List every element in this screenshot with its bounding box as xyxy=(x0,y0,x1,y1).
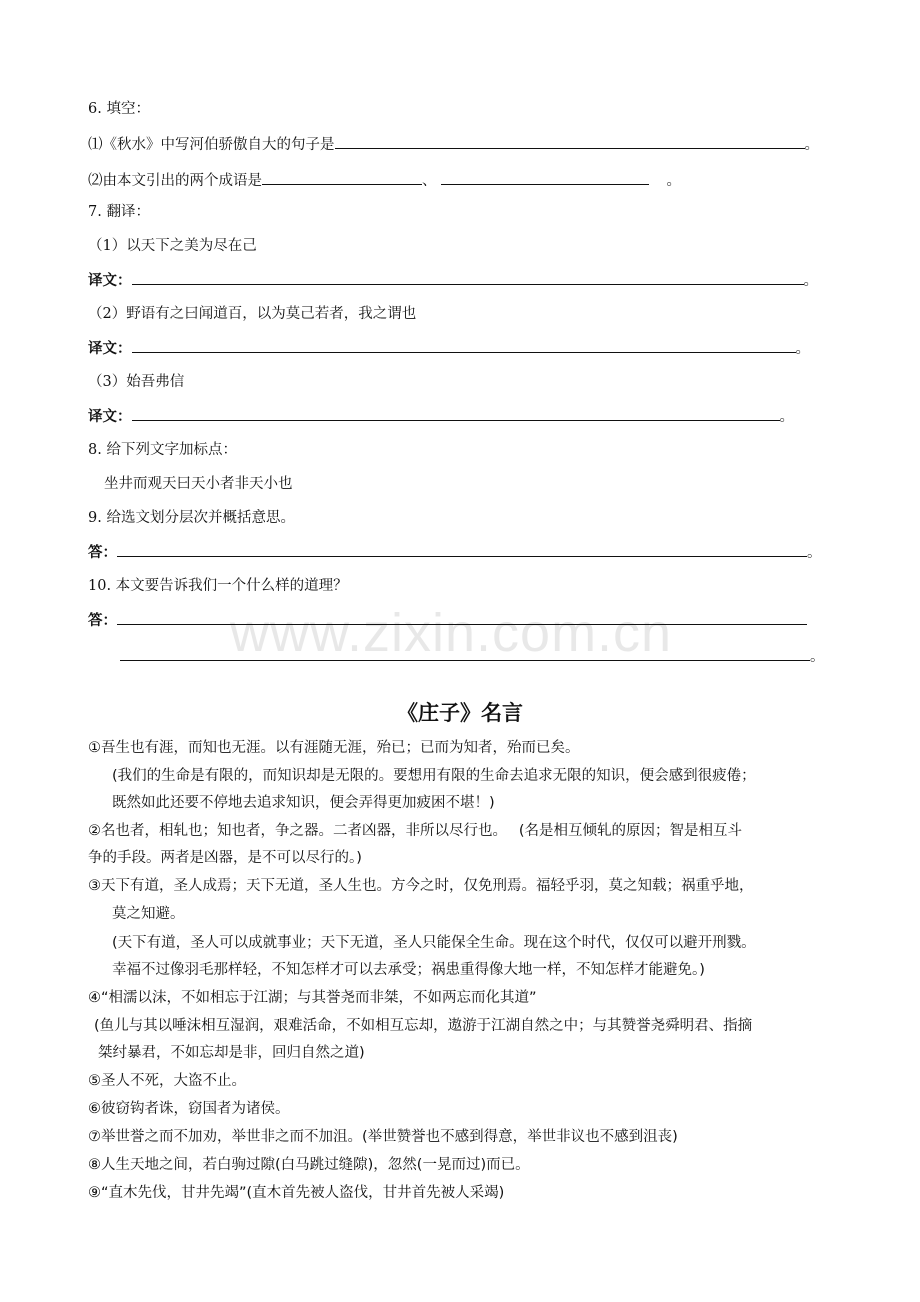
quote-6: ⑥彼窃钩者诛，窃国者为诸侯。 xyxy=(88,1101,290,1117)
q6-sub2-text: ⑵由本文引出的两个成语是 xyxy=(88,173,262,189)
watermark: www.zixin.com.cn xyxy=(230,603,673,663)
q7-item-1: （1）以天下之美为尽在己 xyxy=(88,238,257,254)
q6-heading: 6. 填空： xyxy=(88,101,150,117)
quote-3-line-2: 莫之知避。 xyxy=(112,906,185,922)
q10-answer-blank-1[interactable] xyxy=(117,610,807,625)
q10-answer-label: 答： xyxy=(88,613,117,629)
quote-1-line-3: 既然如此还要不停地去追求知识，便会弄得更加疲困不堪！) xyxy=(112,795,495,811)
q7-item-3: （3）始吾弗信 xyxy=(88,374,185,390)
quote-4-line-1: ④“相濡以沫，不如相忘于江湖；与其誉尧而非桀，不如两忘而化其道” xyxy=(88,990,537,1006)
quote-2-line-2: 争的手段。两者是凶器，是不可以尽行的。) xyxy=(88,850,362,866)
q9-answer-blank[interactable] xyxy=(117,542,807,557)
q9-heading: 9. 给选文划分层次并概括意思。 xyxy=(88,510,295,526)
q6-sub1-end: 。 xyxy=(804,137,819,153)
quote-1-line-1: ①吾生也有涯，而知也无涯。以有涯随无涯，殆已；已而为知者，殆而已矣。 xyxy=(88,740,580,756)
q8-text: 坐井而观天曰天小者非天小也 xyxy=(104,476,293,492)
quote-4-line-2: (鱼儿与其以唾沫相互湿润，艰难活命，不如相互忘却，遨游于江湖自然之中；与其赞誉尧舜明君、指摘 xyxy=(94,1018,753,1034)
quote-8: ⑧人生天地之间，若白驹过隙(白马跳过缝隙)，忽然(一晃而过)而已。 xyxy=(88,1157,530,1173)
quote-4-line-3: 桀纣暴君，不如忘却是非，回归自然之道) xyxy=(98,1045,365,1061)
q7-answer-3-label: 译文： xyxy=(88,409,132,425)
section-title: 《庄子》名言 xyxy=(397,701,523,725)
q7-item-2: （2）野语有之曰闻道百，以为莫己若者，我之谓也 xyxy=(88,306,417,322)
q7-answer-1-end: 。 xyxy=(803,273,818,289)
quote-7: ⑦举世誉之而不加劝，举世非之而不加沮。(举世赞誉也不感到得意，举世非议也不感到沮丧) xyxy=(88,1129,678,1145)
q7-answer-2 xyxy=(88,338,810,359)
q7-answer-1 xyxy=(88,270,818,291)
q10-answer-line-2 xyxy=(120,646,825,667)
q10-heading: 10. 本文要告诉我们一个什么样的道理？ xyxy=(88,578,348,594)
q7-heading: 7. 翻译： xyxy=(88,204,150,220)
quote-2-line-1: ②名也者，相轧也；知也者，争之器。二者凶器，非所以尽行也。 (名是相互倾轧的原因；智是相互斗 xyxy=(88,823,743,839)
q8-heading: 8. 给下列文字加标点： xyxy=(88,442,237,458)
quote-1-line-2: (我们的生命是有限的，而知识却是无限的。要想用有限的生命去追求无限的知识，便会感到很疲倦； xyxy=(112,768,756,784)
quote-9: ⑨“直木先伐，甘井先竭”(直木首先被人盗伐，甘井首先被人采竭) xyxy=(88,1185,505,1201)
quote-3-line-1: ③天下有道，圣人成焉；天下无道，圣人生也。方今之时，仅免刑焉。福轻乎羽，莫之知载；祸重乎地， xyxy=(88,878,754,894)
q6-sub2-sep: 、 xyxy=(422,173,437,189)
quote-3-line-3: (天下有道，圣人可以成就事业；天下无道，圣人只能保全生命。现在这个时代，仅仅可以避开刑戮。 xyxy=(112,935,756,951)
q7-answer-2-end: 。 xyxy=(795,341,810,357)
q7-answer-2-label: 译文： xyxy=(88,341,132,357)
q10-answer-blank-2[interactable] xyxy=(120,646,810,661)
q9-answer-end: 。 xyxy=(807,545,822,561)
q7-answer-3-blank[interactable] xyxy=(132,406,780,421)
q7-answer-2-blank[interactable] xyxy=(132,338,796,353)
q9-answer-label: 答： xyxy=(88,545,117,561)
q7-answer-1-blank[interactable] xyxy=(132,270,804,285)
q9-answer xyxy=(88,542,822,563)
q6-sub2 xyxy=(88,170,681,191)
q6-sub1-blank[interactable] xyxy=(335,134,805,149)
q7-answer-3-end: 。 xyxy=(779,409,794,425)
q6-sub2-blank-1[interactable] xyxy=(262,170,422,185)
q6-sub1 xyxy=(88,134,819,155)
q7-answer-1-label: 译文： xyxy=(88,273,132,289)
q6-sub1-text: ⑴《秋水》中写河伯骄傲自大的句子是 xyxy=(88,137,335,153)
q7-answer-3 xyxy=(88,406,794,427)
quote-5: ⑤圣人不死，大盗不止。 xyxy=(88,1073,246,1089)
q10-answer-end: 。 xyxy=(810,649,825,665)
q6-sub2-end: 。 xyxy=(666,173,681,189)
q6-sub2-blank-2[interactable] xyxy=(441,170,649,185)
quote-3-line-4: 幸福不过像羽毛那样轻，不知怎样才可以去承受；祸患重得像大地一样，不知怎样才能避免。) xyxy=(112,962,705,978)
q10-answer xyxy=(88,610,807,631)
